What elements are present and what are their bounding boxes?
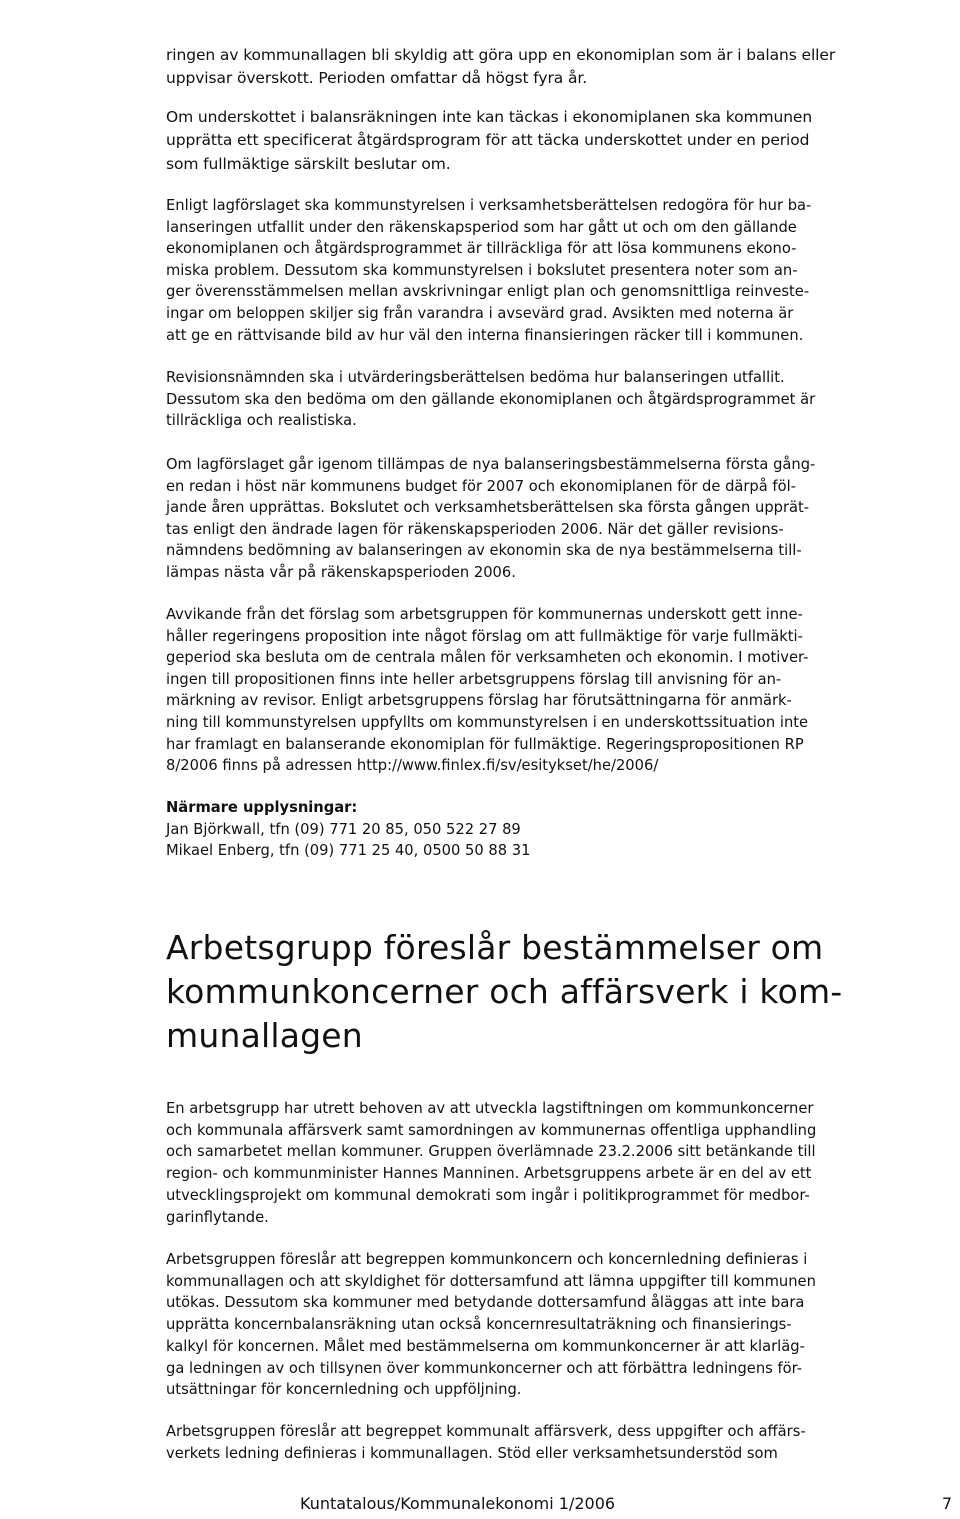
contact-block (166, 797, 946, 862)
text-line: har framlagt en balanserande ekonomiplan för fullmäktige. Regeringspropositionen RP (166, 735, 804, 753)
text-line: och samarbetet mellan kommuner. Gruppen överlämnade 23.2.2006 sitt betänkande till (166, 1143, 816, 1161)
text-line: upprätta koncernbalansräkning utan också koncernresultaträkning och finansierings- (166, 1316, 792, 1334)
paragraph-3 (166, 195, 946, 346)
text-line: ning till kommunstyrelsen uppfyllts om kommunstyrelsen i en underskottssituation inte (166, 713, 809, 731)
text-line: Arbetsgruppen föreslår att begreppet kommunalt affärsverk, dess uppgifter och affärs- (166, 1423, 806, 1440)
paragraph-7 (166, 1098, 946, 1228)
page-number: 7 (941, 1494, 952, 1513)
text-line: verkets ledning definieras i kommunallagen. Stöd eller verksamhetsunderstöd som (166, 1444, 778, 1462)
text-line: garinflytande. (166, 1208, 269, 1226)
text-line: ga ledningen av och tillsynen över kommunkoncerner och att förbättra ledningens för- (166, 1359, 803, 1377)
text-line: Revisionsnämnden ska i utvärderingsberättelsen bedöma hur balanseringen utfallit. (166, 369, 785, 386)
paragraph-9 (166, 1421, 946, 1464)
text-line: utsättningar för koncernledning och uppföljning. (166, 1381, 522, 1399)
title-line: kommunkoncerner och affärsverk i kom- (166, 972, 843, 1011)
paragraph-6 (166, 604, 946, 777)
text-line: att ge en rättvisande bild av hur väl den interna finansieringen räcker till i kommunen. (166, 326, 804, 344)
text-line: lämpas nästa vår på räkenskapsperioden 2006. (166, 563, 516, 581)
text-line: ringen av kommunallagen bli skyldig att göra upp en ekonomiplan som är i balans eller (166, 46, 836, 64)
text-line: en redan i höst när kommunens budget för 2007 och ekonomiplanen för de därpå föl- (166, 477, 796, 495)
paragraph-1 (166, 44, 946, 91)
text-line: kalkyl för koncernen. Målet med bestämmelserna om kommunkoncerner är att klarläg- (166, 1337, 805, 1355)
text-line: ger överensstämmelsen mellan avskrivningar enligt plan och genomsnittliga reinveste- (166, 283, 810, 301)
text-line: Enligt lagförslaget ska kommunstyrelsen i verksamhetsberättelsen redogöra för hur ba- (166, 197, 812, 214)
paragraph-4 (166, 367, 946, 432)
text-line: miska problem. Dessutom ska kommunstyrelsen i bokslutet presentera noter som an- (166, 261, 798, 279)
title-line: munallagen (166, 1016, 363, 1055)
text-line: jande åren upprättas. Bokslutet och verksamhetsberättelsen ska första gången upprät- (166, 499, 810, 517)
text-line: ingar om beloppen skiljer sig från varandra i avsevärd grad. Avsikten med noterna är (166, 304, 794, 322)
text-line: ingen till propositionen finns inte heller arbetsgruppens förslag till anvisning för an- (166, 670, 782, 688)
text-line: region- och kommunminister Hannes Manninen. Arbetsgruppens arbete är en del av ett (166, 1165, 812, 1183)
text-line: märkning av revisor. Enligt arbetsgruppens förslag har förutsättningarna för anmärk- (166, 692, 792, 710)
text-line: 8/2006 finns på adressen http://www.finlex.fi/sv/esitykset/he/2006/ (166, 757, 659, 775)
text-line: utvecklingsprojekt om kommunal demokrati som ingår i politikprogrammet för medbor- (166, 1186, 810, 1204)
text-line: tillräckliga och realistiska. (166, 412, 357, 430)
text-line: utökas. Dessutom ska kommuner med betydande dottersamfund åläggas att inte bara (166, 1294, 805, 1312)
text-line: lanseringen utfallit under den räkenskapsperiod som har gått ut och om den gällande (166, 218, 797, 236)
publication-name: Kuntatalous/Kommunalekonomi 1/2006 (300, 1494, 616, 1513)
text-line: uppvisar överskott. Perioden omfattar då högst fyra år. (166, 69, 588, 88)
text-line: håller regeringens proposition inte något förslag om att fullmäktige för varje fullmäkti- (166, 627, 803, 645)
text-line: Om underskottet i balansräkningen inte kan täckas i ekonomiplanen ska kommunen (166, 108, 813, 126)
article-title (166, 926, 842, 1058)
contact-heading: Närmare upplysningar: (166, 799, 358, 816)
paragraph-8 (166, 1249, 946, 1401)
text-line: nämndens bedömning av balanseringen av ekonomin ska de nya bestämmelserna till- (166, 542, 802, 560)
text-line: Avvikande från det förslag som arbetsgruppen för kommunernas underskott gett inne- (166, 606, 803, 623)
text-line: geperiod ska besluta om de centrala målen för verksamheten och ekonomin. I motiver- (166, 649, 809, 667)
text-line: och kommunala affärsverk samt samordningen av kommunernas offentliga upphandling (166, 1121, 817, 1139)
text-line: Arbetsgruppen föreslår att begreppen kommunkoncern och koncernledning definieras i (166, 1251, 808, 1268)
text-line: kommunallagen och att skyldighet för dottersamfund att lämna uppgifter till kommunen (166, 1272, 816, 1290)
title-line: Arbetsgrupp föreslår bestämmelser om (166, 928, 824, 967)
text-line: En arbetsgrupp har utrett behoven av att utveckla lagstiftningen om kommunkoncerner (166, 1100, 814, 1117)
text-line: tas enligt den ändrade lagen för räkenskapsperioden 2006. När det gäller revisions- (166, 520, 784, 538)
text-line: som fullmäktige särskilt beslutar om. (166, 154, 451, 173)
contact-line: Jan Björkwall, tfn (09) 771 20 85, 050 522 27 89 (166, 820, 521, 838)
paragraph-5 (166, 454, 946, 584)
paragraph-2 (166, 106, 946, 176)
text-line: ekonomiplanen och åtgärdsprogrammet är tillräckliga för att lösa kommunens ekono- (166, 240, 797, 258)
text-line: Dessutom ska den bedöma om den gällande ekonomiplanen och åtgärdsprogrammet är (166, 390, 816, 408)
contact-line: Mikael Enberg, tfn (09) 771 25 40, 0500 50 88 31 (166, 842, 531, 859)
text-line: Om lagförslaget går igenom tillämpas de nya balanseringsbestämmelserna första gång- (166, 456, 816, 473)
text-line: upprätta ett specificerat åtgärdsprogram för att täcka underskottet under en period (166, 131, 810, 150)
